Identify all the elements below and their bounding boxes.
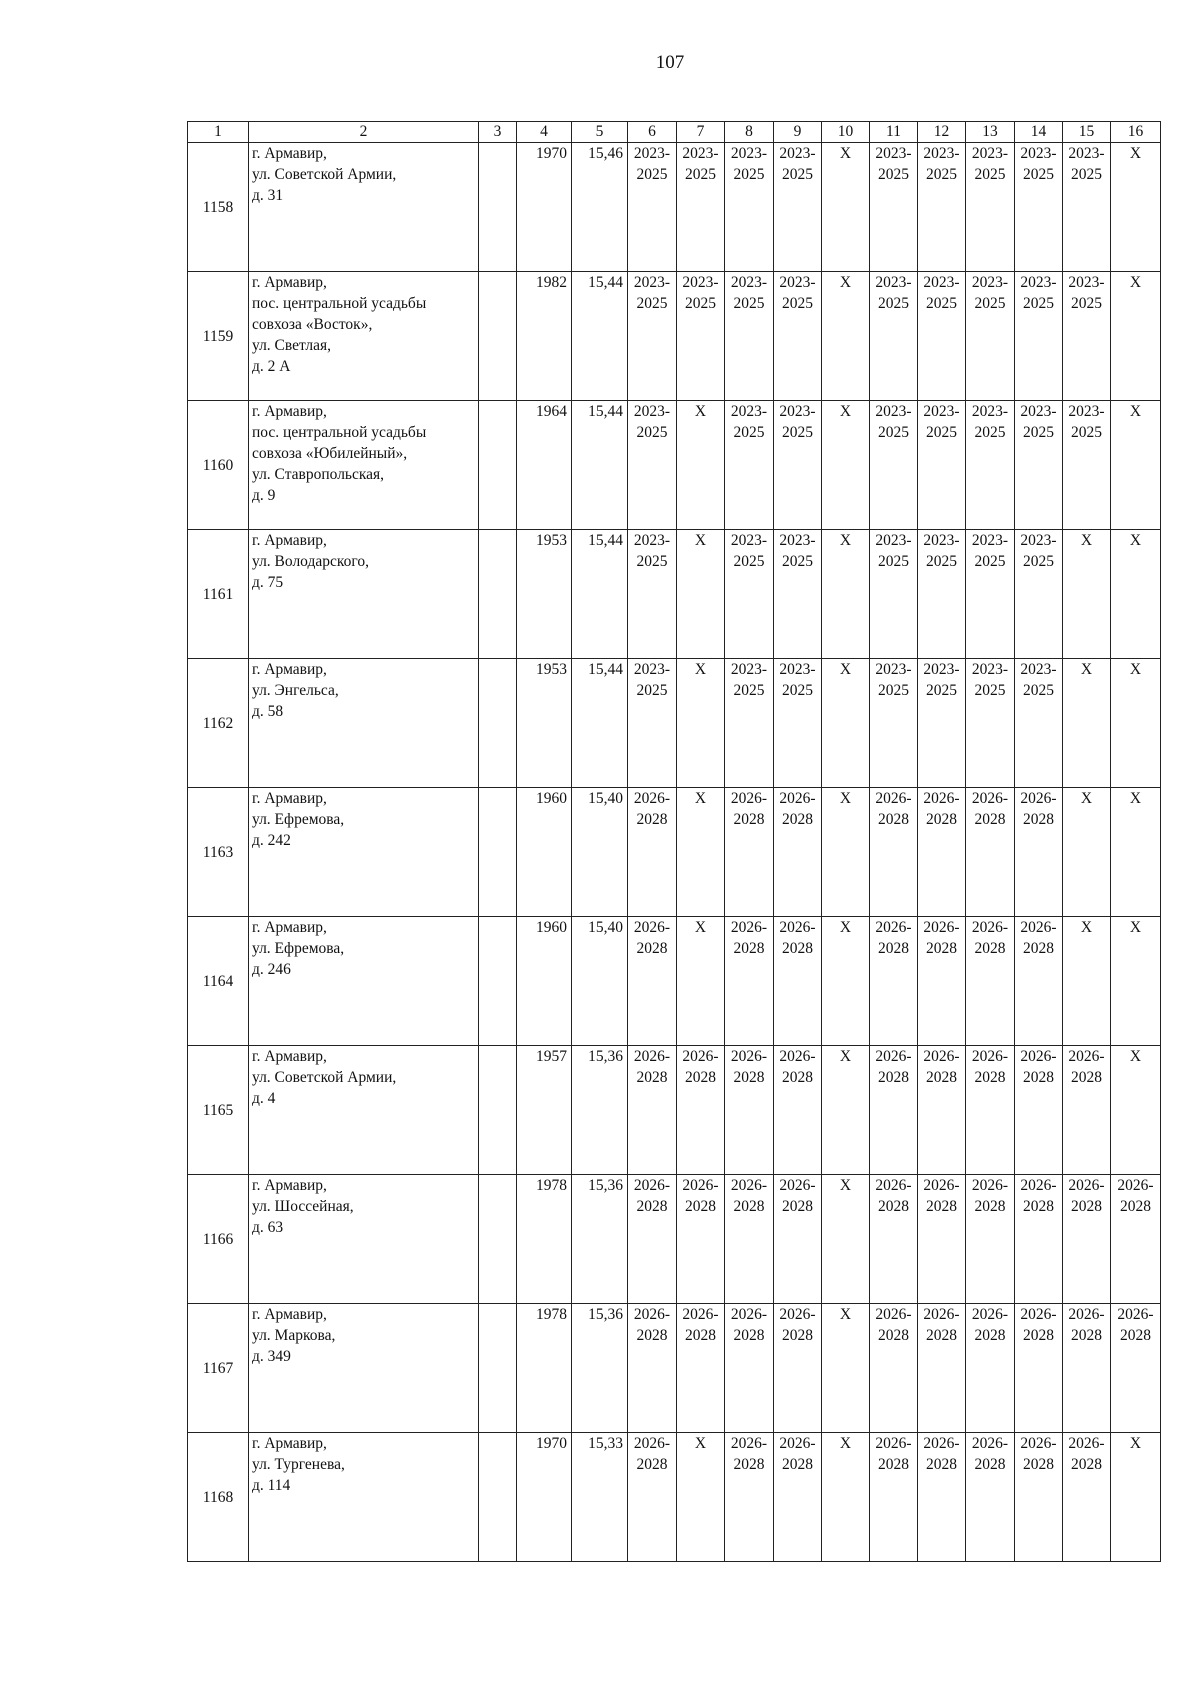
column-header-3: 3 bbox=[479, 122, 517, 143]
period-cell-col-11: 2023- 2025 bbox=[870, 401, 918, 530]
row-number: 1167 bbox=[188, 1304, 249, 1433]
period-cell-col-15: 2026- 2028 bbox=[1063, 1175, 1111, 1304]
area-cell: 15,36 bbox=[572, 1304, 628, 1433]
column-3-cell bbox=[479, 143, 517, 272]
period-cell-col-13: 2023- 2025 bbox=[966, 401, 1015, 530]
table-row bbox=[188, 917, 1161, 1046]
period-cell-col-7: Х bbox=[677, 401, 725, 530]
period-cell-col-13: 2023- 2025 bbox=[966, 272, 1015, 401]
period-cell-col-10: Х bbox=[822, 143, 870, 272]
period-cell-col-11: 2026- 2028 bbox=[870, 1175, 918, 1304]
period-cell-col-15: 2026- 2028 bbox=[1063, 1304, 1111, 1433]
area-cell: 15,40 bbox=[572, 917, 628, 1046]
column-3-cell bbox=[479, 659, 517, 788]
period-cell-col-16: Х bbox=[1111, 272, 1161, 401]
row-number: 1165 bbox=[188, 1046, 249, 1175]
period-cell-col-10: Х bbox=[822, 1175, 870, 1304]
column-3-cell bbox=[479, 1433, 517, 1562]
period-cell-col-8: 2026- 2028 bbox=[725, 788, 774, 917]
period-cell-col-11: 2023- 2025 bbox=[870, 143, 918, 272]
column-header-13: 13 bbox=[966, 122, 1015, 143]
period-cell-col-7: Х bbox=[677, 659, 725, 788]
period-cell-col-6: 2026- 2028 bbox=[628, 917, 677, 1046]
period-cell-col-6: 2026- 2028 bbox=[628, 1433, 677, 1562]
area-cell: 15,46 bbox=[572, 143, 628, 272]
period-cell-col-6: 2023- 2025 bbox=[628, 530, 677, 659]
period-cell-col-8: 2023- 2025 bbox=[725, 401, 774, 530]
period-cell-col-15: Х bbox=[1063, 659, 1111, 788]
period-cell-col-12: 2023- 2025 bbox=[918, 659, 966, 788]
column-3-cell bbox=[479, 530, 517, 659]
period-cell-col-13: 2026- 2028 bbox=[966, 788, 1015, 917]
period-cell-col-10: Х bbox=[822, 1046, 870, 1175]
period-cell-col-9: 2023- 2025 bbox=[774, 272, 822, 401]
period-cell-col-8: 2026- 2028 bbox=[725, 1304, 774, 1433]
row-number: 1164 bbox=[188, 917, 249, 1046]
period-cell-col-8: 2026- 2028 bbox=[725, 1046, 774, 1175]
period-cell-col-9: 2026- 2028 bbox=[774, 1433, 822, 1562]
year-cell: 1960 bbox=[517, 788, 572, 917]
period-cell-col-14: 2023- 2025 bbox=[1015, 143, 1063, 272]
period-cell-col-12: 2023- 2025 bbox=[918, 143, 966, 272]
period-cell-col-12: 2026- 2028 bbox=[918, 1046, 966, 1175]
page-number: 107 bbox=[655, 52, 685, 73]
period-cell-col-11: 2023- 2025 bbox=[870, 272, 918, 401]
register-table bbox=[187, 121, 1161, 1562]
period-cell-col-9: 2026- 2028 bbox=[774, 917, 822, 1046]
row-number: 1158 bbox=[188, 143, 249, 272]
column-3-cell bbox=[479, 1046, 517, 1175]
area-cell: 15,36 bbox=[572, 1046, 628, 1175]
period-cell-col-6: 2026- 2028 bbox=[628, 1046, 677, 1175]
period-cell-col-14: 2026- 2028 bbox=[1015, 1433, 1063, 1562]
column-header-14: 14 bbox=[1015, 122, 1063, 143]
period-cell-col-7: 2023- 2025 bbox=[677, 272, 725, 401]
column-3-cell bbox=[479, 1304, 517, 1433]
area-cell: 15,36 bbox=[572, 1175, 628, 1304]
column-header-1: 1 bbox=[188, 122, 249, 143]
column-header-12: 12 bbox=[918, 122, 966, 143]
column-3-cell bbox=[479, 401, 517, 530]
period-cell-col-6: 2026- 2028 bbox=[628, 1304, 677, 1433]
row-number: 1160 bbox=[188, 401, 249, 530]
period-cell-col-16: Х bbox=[1111, 530, 1161, 659]
period-cell-col-10: Х bbox=[822, 1433, 870, 1562]
period-cell-col-11: 2026- 2028 bbox=[870, 1304, 918, 1433]
address-cell: г. Армавир, пос. центральной усадьбы совхоза «Юбилейный», ул. Ставропольская, д. 9 bbox=[249, 401, 479, 530]
address-cell: г. Армавир, ул. Тургенева, д. 114 bbox=[249, 1433, 479, 1562]
table-row bbox=[188, 1304, 1161, 1433]
period-cell-col-14: 2026- 2028 bbox=[1015, 1304, 1063, 1433]
year-cell: 1957 bbox=[517, 1046, 572, 1175]
period-cell-col-6: 2023- 2025 bbox=[628, 659, 677, 788]
period-cell-col-16: 2026- 2028 bbox=[1111, 1175, 1161, 1304]
period-cell-col-15: 2023- 2025 bbox=[1063, 401, 1111, 530]
period-cell-col-9: 2023- 2025 bbox=[774, 401, 822, 530]
period-cell-col-16: Х bbox=[1111, 917, 1161, 1046]
period-cell-col-12: 2023- 2025 bbox=[918, 530, 966, 659]
period-cell-col-7: Х bbox=[677, 1433, 725, 1562]
period-cell-col-16: Х bbox=[1111, 143, 1161, 272]
period-cell-col-13: 2026- 2028 bbox=[966, 1046, 1015, 1175]
column-header-7: 7 bbox=[677, 122, 725, 143]
table-row bbox=[188, 272, 1161, 401]
period-cell-col-12: 2026- 2028 bbox=[918, 1304, 966, 1433]
table-row bbox=[188, 659, 1161, 788]
year-cell: 1960 bbox=[517, 917, 572, 1046]
period-cell-col-13: 2023- 2025 bbox=[966, 659, 1015, 788]
period-cell-col-13: 2026- 2028 bbox=[966, 917, 1015, 1046]
column-3-cell bbox=[479, 1175, 517, 1304]
period-cell-col-6: 2023- 2025 bbox=[628, 143, 677, 272]
period-cell-col-15: 2026- 2028 bbox=[1063, 1433, 1111, 1562]
period-cell-col-14: 2023- 2025 bbox=[1015, 401, 1063, 530]
column-header-5: 5 bbox=[572, 122, 628, 143]
period-cell-col-14: 2023- 2025 bbox=[1015, 659, 1063, 788]
period-cell-col-16: Х bbox=[1111, 1433, 1161, 1562]
table-row bbox=[188, 1175, 1161, 1304]
period-cell-col-9: 2026- 2028 bbox=[774, 1304, 822, 1433]
area-cell: 15,44 bbox=[572, 272, 628, 401]
column-3-cell bbox=[479, 788, 517, 917]
period-cell-col-12: 2023- 2025 bbox=[918, 401, 966, 530]
period-cell-col-10: Х bbox=[822, 401, 870, 530]
area-cell: 15,44 bbox=[572, 401, 628, 530]
column-header-4: 4 bbox=[517, 122, 572, 143]
area-cell: 15,44 bbox=[572, 659, 628, 788]
period-cell-col-8: 2023- 2025 bbox=[725, 272, 774, 401]
period-cell-col-16: 2026- 2028 bbox=[1111, 1304, 1161, 1433]
period-cell-col-15: 2023- 2025 bbox=[1063, 272, 1111, 401]
period-cell-col-12: 2026- 2028 bbox=[918, 788, 966, 917]
period-cell-col-8: 2026- 2028 bbox=[725, 1175, 774, 1304]
period-cell-col-15: Х bbox=[1063, 530, 1111, 659]
period-cell-col-7: 2023- 2025 bbox=[677, 143, 725, 272]
period-cell-col-6: 2023- 2025 bbox=[628, 401, 677, 530]
period-cell-col-14: 2026- 2028 bbox=[1015, 917, 1063, 1046]
row-number: 1168 bbox=[188, 1433, 249, 1562]
year-cell: 1978 bbox=[517, 1304, 572, 1433]
row-number: 1163 bbox=[188, 788, 249, 917]
period-cell-col-13: 2026- 2028 bbox=[966, 1304, 1015, 1433]
period-cell-col-12: 2026- 2028 bbox=[918, 917, 966, 1046]
period-cell-col-10: Х bbox=[822, 1304, 870, 1433]
period-cell-col-13: 2026- 2028 bbox=[966, 1433, 1015, 1562]
table-row bbox=[188, 1046, 1161, 1175]
column-3-cell bbox=[479, 272, 517, 401]
period-cell-col-9: 2026- 2028 bbox=[774, 1046, 822, 1175]
period-cell-col-10: Х bbox=[822, 917, 870, 1046]
period-cell-col-12: 2026- 2028 bbox=[918, 1175, 966, 1304]
period-cell-col-16: Х bbox=[1111, 401, 1161, 530]
address-cell: г. Армавир, ул. Советской Армии, д. 4 bbox=[249, 1046, 479, 1175]
year-cell: 1970 bbox=[517, 143, 572, 272]
year-cell: 1953 bbox=[517, 659, 572, 788]
address-cell: г. Армавир, ул. Советской Армии, д. 31 bbox=[249, 143, 479, 272]
period-cell-col-11: 2026- 2028 bbox=[870, 1046, 918, 1175]
table-row bbox=[188, 788, 1161, 917]
period-cell-col-9: 2023- 2025 bbox=[774, 530, 822, 659]
address-cell: г. Армавир, ул. Маркова, д. 349 bbox=[249, 1304, 479, 1433]
address-cell: г. Армавир, ул. Володарского, д. 75 bbox=[249, 530, 479, 659]
period-cell-col-14: 2023- 2025 bbox=[1015, 530, 1063, 659]
period-cell-col-8: 2026- 2028 bbox=[725, 1433, 774, 1562]
period-cell-col-10: Х bbox=[822, 788, 870, 917]
area-cell: 15,44 bbox=[572, 530, 628, 659]
area-cell: 15,40 bbox=[572, 788, 628, 917]
column-header-15: 15 bbox=[1063, 122, 1111, 143]
period-cell-col-14: 2023- 2025 bbox=[1015, 272, 1063, 401]
period-cell-col-7: Х bbox=[677, 917, 725, 1046]
address-cell: г. Армавир, ул. Ефремова, д. 246 bbox=[249, 917, 479, 1046]
period-cell-col-15: Х bbox=[1063, 917, 1111, 1046]
row-number: 1159 bbox=[188, 272, 249, 401]
column-header-16: 16 bbox=[1111, 122, 1161, 143]
period-cell-col-7: 2026- 2028 bbox=[677, 1046, 725, 1175]
address-cell: г. Армавир, пос. центральной усадьбы совхоза «Восток», ул. Светлая, д. 2 А bbox=[249, 272, 479, 401]
column-header-2: 2 bbox=[249, 122, 479, 143]
period-cell-col-9: 2026- 2028 bbox=[774, 788, 822, 917]
period-cell-col-12: 2026- 2028 bbox=[918, 1433, 966, 1562]
address-cell: г. Армавир, ул. Ефремова, д. 242 bbox=[249, 788, 479, 917]
period-cell-col-9: 2023- 2025 bbox=[774, 143, 822, 272]
period-cell-col-8: 2026- 2028 bbox=[725, 917, 774, 1046]
column-header-9: 9 bbox=[774, 122, 822, 143]
period-cell-col-7: Х bbox=[677, 530, 725, 659]
period-cell-col-15: 2023- 2025 bbox=[1063, 143, 1111, 272]
period-cell-col-10: Х bbox=[822, 530, 870, 659]
period-cell-col-13: 2026- 2028 bbox=[966, 1175, 1015, 1304]
period-cell-col-8: 2023- 2025 bbox=[725, 530, 774, 659]
period-cell-col-9: 2026- 2028 bbox=[774, 1175, 822, 1304]
period-cell-col-15: 2026- 2028 bbox=[1063, 1046, 1111, 1175]
table-row bbox=[188, 143, 1161, 272]
column-3-cell bbox=[479, 917, 517, 1046]
row-number: 1161 bbox=[188, 530, 249, 659]
year-cell: 1964 bbox=[517, 401, 572, 530]
year-cell: 1970 bbox=[517, 1433, 572, 1562]
table-row bbox=[188, 530, 1161, 659]
period-cell-col-6: 2026- 2028 bbox=[628, 788, 677, 917]
column-header-11: 11 bbox=[870, 122, 918, 143]
period-cell-col-15: Х bbox=[1063, 788, 1111, 917]
period-cell-col-13: 2023- 2025 bbox=[966, 530, 1015, 659]
period-cell-col-7: Х bbox=[677, 788, 725, 917]
period-cell-col-14: 2026- 2028 bbox=[1015, 1175, 1063, 1304]
address-cell: г. Армавир, ул. Энгельса, д. 58 bbox=[249, 659, 479, 788]
period-cell-col-11: 2026- 2028 bbox=[870, 788, 918, 917]
table-body bbox=[188, 143, 1161, 1562]
column-header-6: 6 bbox=[628, 122, 677, 143]
column-header-8: 8 bbox=[725, 122, 774, 143]
period-cell-col-9: 2023- 2025 bbox=[774, 659, 822, 788]
year-cell: 1953 bbox=[517, 530, 572, 659]
period-cell-col-10: Х bbox=[822, 659, 870, 788]
address-cell: г. Армавир, ул. Шоссейная, д. 63 bbox=[249, 1175, 479, 1304]
table-header-row bbox=[188, 122, 1161, 143]
row-number: 1162 bbox=[188, 659, 249, 788]
period-cell-col-14: 2026- 2028 bbox=[1015, 1046, 1063, 1175]
period-cell-col-7: 2026- 2028 bbox=[677, 1304, 725, 1433]
period-cell-col-8: 2023- 2025 bbox=[725, 143, 774, 272]
table-row bbox=[188, 401, 1161, 530]
period-cell-col-7: 2026- 2028 bbox=[677, 1175, 725, 1304]
period-cell-col-16: Х bbox=[1111, 659, 1161, 788]
period-cell-col-12: 2023- 2025 bbox=[918, 272, 966, 401]
period-cell-col-16: Х bbox=[1111, 788, 1161, 917]
column-header-10: 10 bbox=[822, 122, 870, 143]
table-row bbox=[188, 1433, 1161, 1562]
period-cell-col-11: 2023- 2025 bbox=[870, 530, 918, 659]
period-cell-col-6: 2026- 2028 bbox=[628, 1175, 677, 1304]
period-cell-col-10: Х bbox=[822, 272, 870, 401]
period-cell-col-6: 2023- 2025 bbox=[628, 272, 677, 401]
year-cell: 1978 bbox=[517, 1175, 572, 1304]
period-cell-col-11: 2026- 2028 bbox=[870, 917, 918, 1046]
period-cell-col-11: 2026- 2028 bbox=[870, 1433, 918, 1562]
row-number: 1166 bbox=[188, 1175, 249, 1304]
area-cell: 15,33 bbox=[572, 1433, 628, 1562]
period-cell-col-16: Х bbox=[1111, 1046, 1161, 1175]
year-cell: 1982 bbox=[517, 272, 572, 401]
period-cell-col-13: 2023- 2025 bbox=[966, 143, 1015, 272]
period-cell-col-14: 2026- 2028 bbox=[1015, 788, 1063, 917]
period-cell-col-8: 2023- 2025 bbox=[725, 659, 774, 788]
period-cell-col-11: 2023- 2025 bbox=[870, 659, 918, 788]
